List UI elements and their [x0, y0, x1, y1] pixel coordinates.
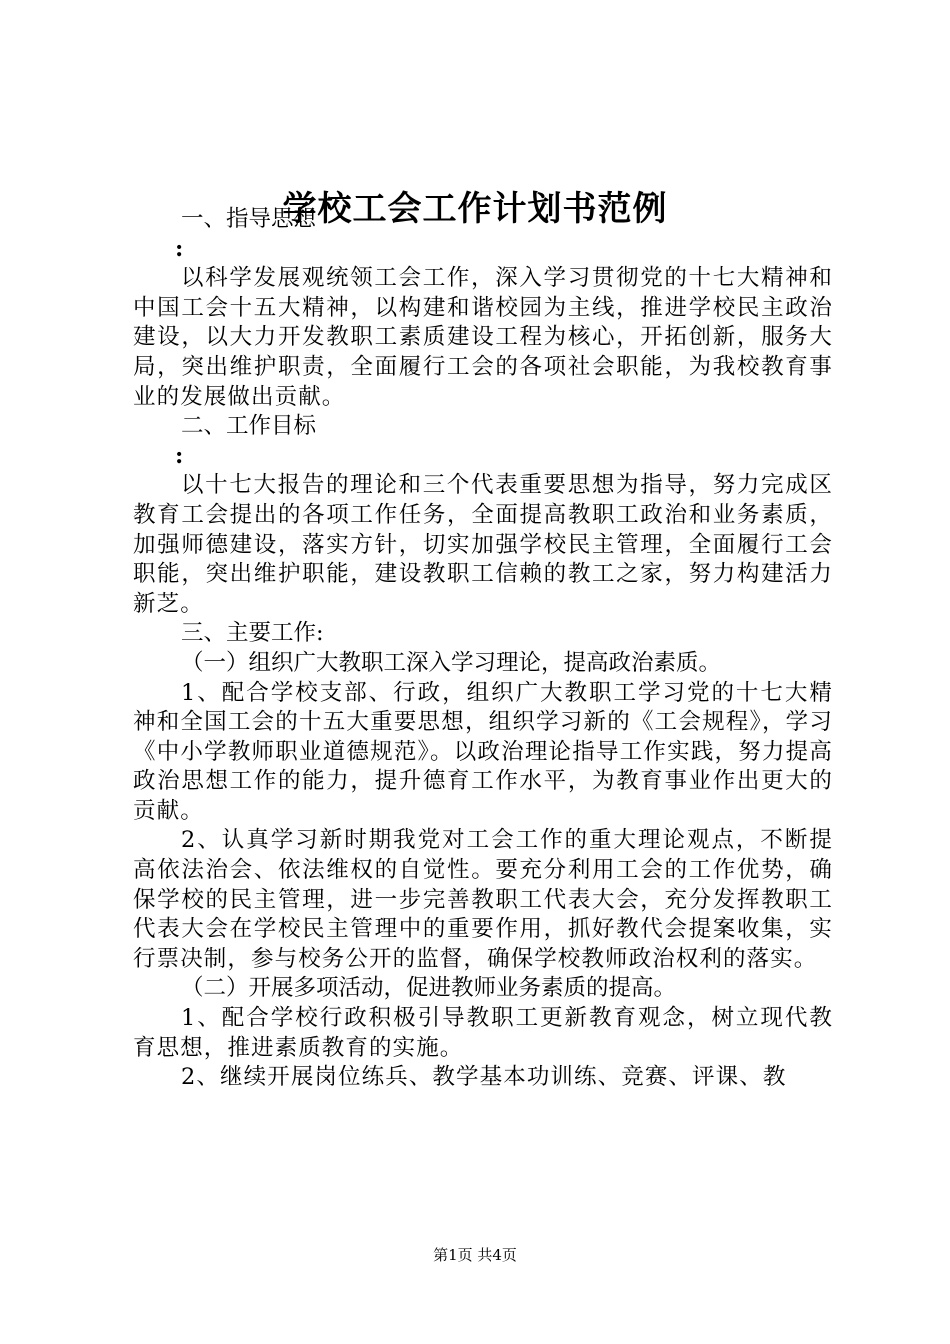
- paragraph: 以科学发展观统领工会工作，深入学习贯彻党的十七大精神和中国工会十五大精神，以构建和谐校园为主线，推进学校民主政治建设，以大力开发教职工素质建设工程为核心，开拓创新，服务大局，突出维护职责，全面履行工会的各项社会职能，为我校教育事业的发展做出贡献。: [133, 265, 833, 410]
- paragraph: 以十七大报告的理论和三个代表重要思想为指导，努力完成区教育工会提出的各项工作任务，全面提高教职工政治和业务素质，加强师德建设，落实方针，切实加强学校民主管理，全面履行工会职能，突出维护职能，建设教职工信赖的教工之家，努力构建活力新芝。: [133, 472, 833, 617]
- paragraph: 1、配合学校行政积极引导教职工更新教育观念，树立现代教育思想，推进素质教育的实施。: [133, 1005, 833, 1061]
- subsection-heading: （一）组织广大教职工深入学习理论，提高政治素质。: [181, 649, 722, 676]
- section-heading: 一、指导思想: [181, 206, 317, 232]
- section-heading: 三、主要工作:: [181, 620, 324, 647]
- colon-line: :: [175, 442, 184, 469]
- paragraph: 2、继续开展岗位练兵、教学基本功训练、竞赛、评课、教: [181, 1064, 787, 1091]
- page-footer: 第1页 共4页: [433, 1246, 517, 1264]
- document-title: 学校工会工作计划书范例: [282, 189, 668, 229]
- document-body: [133, 205, 833, 1093]
- subsection-heading: （二）开展多项活动，促进教师业务素质的提高。: [181, 975, 677, 1002]
- section-heading: 二、工作目标: [181, 413, 317, 440]
- paragraph: 1、配合学校支部、行政，组织广大教职工学习党的十七大精神和全国工会的十五大重要思想，组织学习新的《工会规程》，学习《中小学教师职业道德规范》。以政治理论指导工作实践，努力提高政治思想工作的能力，提升德育工作水平，为教育事业作出更大的贡献。: [133, 679, 833, 824]
- paragraph: 2、认真学习新时期我党对工会工作的重大理论观点，不断提高依法治会、依法维权的自觉性。要充分利用工会的工作优势，确保学校的民主管理，进一步完善教职工代表大会，充分发挥教职工代表大会在学校民主管理中的重要作用，抓好教代会提案收集，实行票决制，参与校务公开的监督，确保学校教师政治权利的落实。: [133, 827, 833, 972]
- colon-line: :: [175, 235, 184, 262]
